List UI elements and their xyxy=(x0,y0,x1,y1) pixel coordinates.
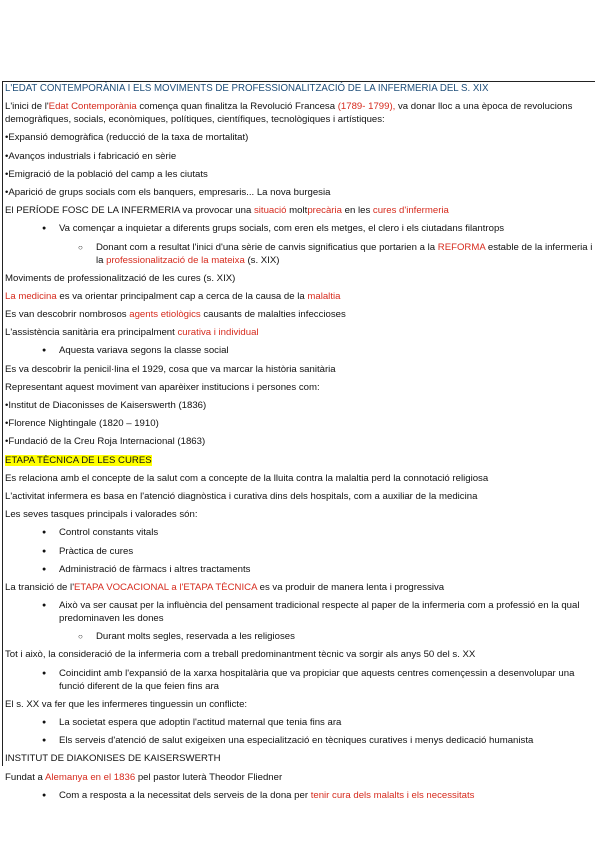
movements-heading: Moviments de professionalització de les cures (s. XIX) xyxy=(5,272,236,284)
founded-paragraph: Fundat a Alemanya en el 1836 pel pastor luterà Theodor Fliedner xyxy=(5,771,283,783)
medicine-paragraph: La medicina es va orientar principalment cap a cerca de la causa de la malaltia xyxy=(5,290,341,302)
penicillin-paragraph: Es va descobrir la penicil·lina el 1929, cosa que va marcar la història sanitària xyxy=(5,363,336,375)
bullet-item: ● Coincidint amb l'expansió de la xarxa hospitalària que va propiciar que aquests centres començessin a desenvolupar una funció diferent de la que feien fins ara xyxy=(5,667,593,693)
dark-period-paragraph: El PERÍODE FOSC DE LA INFERMERIA va provocar una situació moltprecària en les cures d'infermeria xyxy=(5,205,449,217)
kaiserswerth-heading: INSTITUT DE DIAKONISES DE KAISERSWERTH xyxy=(5,753,221,765)
list-item: • Aparició de grups socials com els banquers, empresaris... La nova burgesia xyxy=(5,186,593,199)
bullet-item: ● La societat espera que adoptin l'actitud maternal que tenia fins ara xyxy=(5,716,593,729)
bullet-item: ● Control constants vitals xyxy=(5,526,593,539)
list-item: • Expansió demogràfica (reducció de la taxa de mortalitat) xyxy=(5,131,593,144)
paragraph: Es relaciona amb el concepte de la salut com a concepte de la lluita contra la malaltia perd la connotació religiosa xyxy=(5,472,489,484)
technical-stage-heading: ETAPA TÈCNICA DE LES CURES xyxy=(5,454,152,466)
document-page xyxy=(5,82,593,807)
document-title: L'EDAT CONTEMPORÀNIA I ELS MOVIMENTS DE PROFESSIONALITZACIÓ DE LA INFERMERIA DEL S. XIX xyxy=(5,83,489,94)
assistance-paragraph: L'assistència sanitària era principalment curativa i individual xyxy=(5,327,259,339)
bullet-item: ● Els serveis d'atenció de salut exigeixen una especialització en tècniques curatives i menys dedicació humanista xyxy=(5,734,593,747)
bullet-item: ● Pràctica de cures xyxy=(5,545,593,558)
representatives-paragraph: Representant aquest moviment van aparèixer institucions i persones com: xyxy=(5,381,320,393)
paragraph: L'activitat infermera es basa en l'atenció diagnòstica i curativa dins dels hospitals, com a auxiliar de la medicina xyxy=(5,490,478,502)
left-border xyxy=(2,82,3,766)
list-item: • Avanços industrials i fabricació en sèrie xyxy=(5,150,593,163)
list-item: • Emigració de la població del camp a les ciutats xyxy=(5,168,593,181)
bullet-item: ● Això va ser causat per la influència del pensament tradicional respecte al paper de la infermeria com a professió en la qual predominaven les dones xyxy=(5,599,593,625)
tasks-heading: Les seves tasques principals i valorades són: xyxy=(5,509,198,521)
conflict-paragraph: El s. XX va fer que les infermeres tinguessin un conflicte: xyxy=(5,698,248,710)
sub-bullet-item: ○ Durant molts segles, reservada a les religioses xyxy=(5,630,593,643)
bullet-item: ● Aquesta variava segons la classe social xyxy=(5,344,593,357)
intro-paragraph: L'inici de l'Edat Contemporània comença quan finalitza la Revolució Francesa (1789- 1799), va donar lloc a una època de revolucions demogràfiques, socials, econòmiques, polítiques, científiques, tecnològiques i artístiques: xyxy=(5,101,573,126)
paragraph: Tot i això, la consideració de la infermeria com a treball predominantment tècnic va sorgir als anys 50 del s. XX xyxy=(5,649,476,661)
list-item: • Fundació de la Creu Roja Internacional (1863) xyxy=(5,435,593,448)
agents-paragraph: Es van descobrir nombrosos agents etiològics causants de malalties infeccioses xyxy=(5,309,346,321)
bullet-item: ● Va començar a inquietar a diferents grups socials, com eren els metges, el clero i els ciutadans filantrops xyxy=(5,222,593,235)
list-item: • Florence Nightingale (1820 – 1910) xyxy=(5,417,593,430)
transition-paragraph: La transició de l'ETAPA VOCACIONAL a l'ETAPA TÈCNICA es va produir de manera lenta i progressiva xyxy=(5,581,445,593)
list-item: • Institut de Diaconisses de Kaiserswerth (1836) xyxy=(5,399,593,412)
bullet-item: ● Administració de fàrmacs i altres tractaments xyxy=(5,563,593,576)
bullet-item: ● Com a resposta a la necessitat dels serveis de la dona per tenir cura dels malalts i els necessitats xyxy=(5,789,593,802)
sub-bullet-item: ○ Donant com a resultat l'inici d'una sèrie de canvis significatius que portarien a la REFORMA estable de la infermeria i la professionalització de la mateixa (s. XIX) xyxy=(5,241,593,267)
